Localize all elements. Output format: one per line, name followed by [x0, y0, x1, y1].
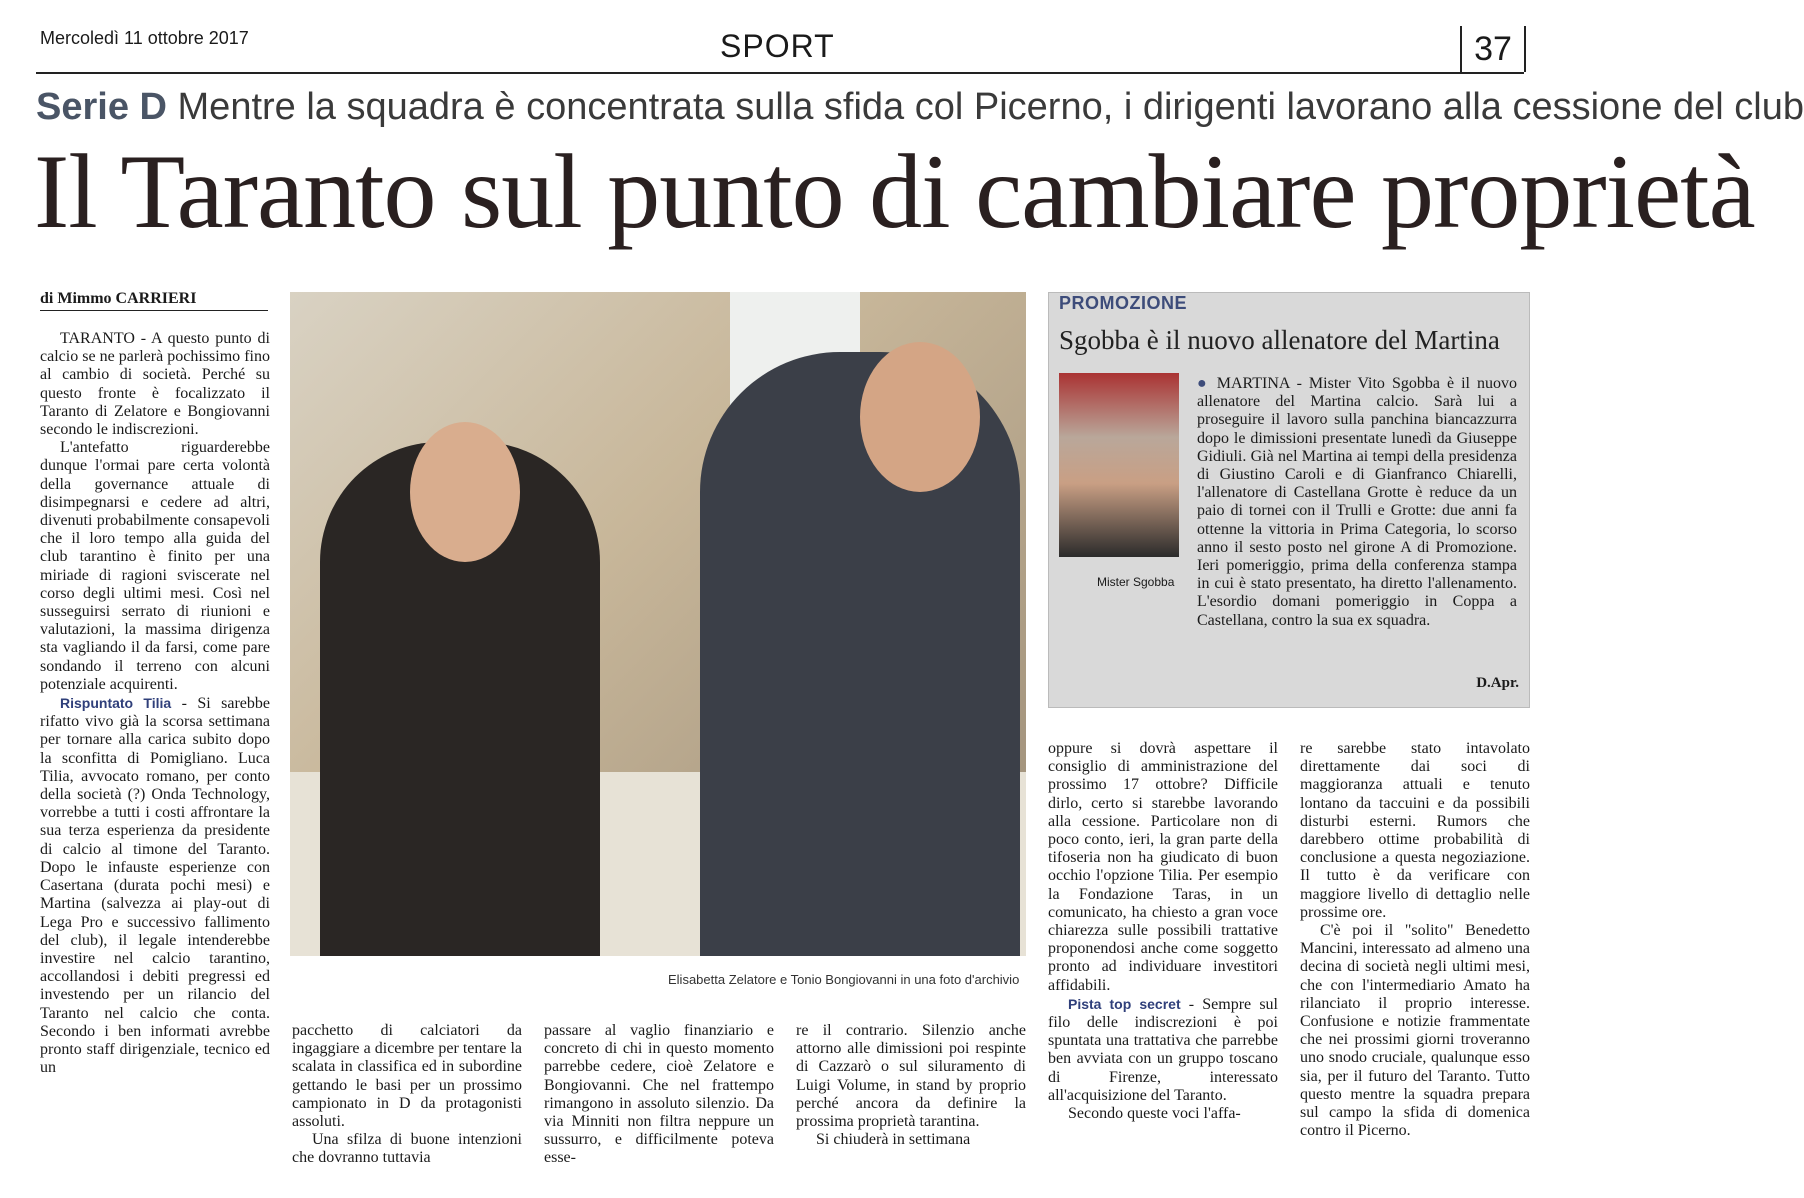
- portrait-photo: [1059, 373, 1179, 557]
- kicker: [36, 86, 1804, 129]
- subheading: Rispuntato Tilia: [60, 695, 172, 712]
- paragraph: re sarebbe stato intavolato direttamente dai soci di maggioranza attuali e tenuto lontano da taccuini e da possibili disturbi esterni. Rumors che darebbero ottime probabilità di conclusione a questa negoziazione. Il tutto è da verificare con maggiore livello di dettaglio nelle prossime ore.: [1300, 740, 1530, 921]
- kicker-text: Mentre la squadra è concentrata sulla sfida col Picerno, i dirigenti lavorano alla cessione del club: [177, 86, 1804, 128]
- paragraph: TARANTO - A questo punto di calcio se ne parlerà pochissimo fino al cambio di società. Perché su questo fronte è focalizzato il Taranto di Zelatore e Bongiovanni secondo le indiscrezioni.: [40, 330, 270, 439]
- photo-face: [410, 422, 520, 562]
- article-column-3: [544, 1022, 774, 1168]
- paragraph: passare al vaglio finanziario e concreto di chi in questo momento parrebbe cedere, cioè Zelatore e Bongiovanni. Che nel frattempo rimangono in assoluto silenzio. Da via Minniti non filtra neppure un sussurro, e difficilmente poteva esse-: [544, 1022, 774, 1167]
- sidebar-signature: D.Apr.: [1476, 675, 1519, 691]
- sidebar-text: [1197, 375, 1517, 630]
- paragraph: oppure si dovrà aspettare il consiglio di amministrazione del prossimo 17 ottobre? Difficile dirlo, certo si starebbe lavorando alla cessione. Particolare non di poco conto, ieri, la gran parte della tifoseria non ha giudicato di buon occhio l'opzione Tilia. Per esempio la Fondazione Taras, in un comunicato, ha chiesto a gran voce chiarezza sulle possibili trattative proponendosi anche come soggetto pronto ad individuare investitori affidabili.: [1048, 740, 1278, 994]
- sidebar-box: [1048, 292, 1530, 708]
- header-rule: [36, 72, 1524, 74]
- paragraph: re il contrario. Silenzio anche attorno alle dimissioni poi respinte di Cazzarò o sul siluramento di Luigi Volume, in stand by proprio perché ancora da definire la prossima proprietà tarantina.: [796, 1022, 1026, 1131]
- kicker-tag: Serie D: [36, 86, 167, 128]
- article-column-5: [1048, 740, 1278, 1123]
- article-column-4: [796, 1022, 1026, 1149]
- paragraph-text: - Si sarebbe rifatto vivo già la scorsa settimana per tornare alla carica subito dopo la sconfitta di Pomigliano. Luca Tilia, avvocato romano, per conto della società (?) Onda Technology, vorrebbe a tutti i costi affrontare la sua terza esperienza da presidente di calcio al timone del Taranto. Dopo le infauste esperienze con Casertana (durata pochi mesi) e Martina (salvezza ai play-out di Lega Pro e successivo fallimento del club), il legale intenderebbe investire nel calcio tarantino, accollandosi i debiti pregressi ed investendo per un rilancio del Taranto nel calcio che conta. Secondo i ben informati avrebbe pronto staff dirigenziale, tecnico ed un: [40, 695, 271, 1077]
- section-name: SPORT: [720, 28, 835, 64]
- portrait-caption: Mister Sgobba: [1097, 575, 1175, 589]
- headline: Il Taranto sul punto di cambiare proprietà: [34, 133, 1755, 250]
- paragraph: [40, 694, 270, 1077]
- paragraph: pacchetto di calciatori da ingaggiare a dicembre per tentare la scalata in classifica ed in subordine gettando le basi per un prossimo campionato in D da protagonisti assoluti.: [292, 1022, 522, 1131]
- article-photo: [290, 292, 1026, 956]
- paragraph: Secondo queste voci l'affa-: [1068, 1105, 1241, 1123]
- paragraph-text: - Sempre sul filo delle indiscrezioni è poi spuntata una trattativa che parrebbe ben avviata con un gruppo toscano di Firenze, interessato all'acquisizione del Taranto.: [1048, 995, 1278, 1104]
- sidebar-label: PROMOZIONE: [1059, 293, 1188, 313]
- photo-face: [860, 342, 980, 492]
- issue-date: Mercoledì 11 ottobre 2017: [40, 28, 249, 48]
- article-column-1: [40, 330, 270, 1077]
- article-column-6: [1300, 740, 1530, 1140]
- byline: di Mimmo CARRIERI: [40, 290, 268, 311]
- sidebar-text-body: MARTINA - Mister Vito Sgobba è il nuovo allenatore del Martina calcio. Sarà lui a proseguire il lavoro sulla panchina biancazzurra dopo le dimissioni presentate lunedì da Giuseppe Gidiuli. Già nel Martina ai tempi della presidenza di Giustino Caroli e di Gianfranco Chiarelli, l'allenatore di Castellana Grotte è reduce da un paio di tornei con il Trulli e Grotte: due anni fa ottenne la vittoria in Prima Categoria, lo scorso anno il sesto posto nel girone A di Promozione. Ieri pomeriggio, prima della conferenza stampa in cui è stato presentato, ha diretto l'allenamento. L'esordio domani pomeriggio in Coppa a Castellana, contro la sua ex squadra.: [1197, 375, 1518, 629]
- article-column-2: [292, 1022, 522, 1168]
- sidebar-title: Sgobba è il nuovo allenatore del Martina: [1059, 325, 1500, 355]
- paragraph: L'antefatto riguarderebbe dunque l'ormai pare certa volontà della governance attuale di disimpegnarsi e cedere ad altri, divenuti probabilmente consapevoli che il loro tempo alla guida del club tarantino è finito per una miriade di ragioni sviscerate nel corso degli ultimi mesi. Così nel susseguirsi serrato di riunioni e valutazioni, la massima dirigenza sta vagliando il da farsi, come pare sondando il terreno con alcuni potenziale acquirenti.: [40, 439, 270, 693]
- subheading: Pista top secret: [1068, 995, 1181, 1012]
- page-number: 37: [1460, 26, 1526, 72]
- photo-caption: Elisabetta Zelatore e Tonio Bongiovanni in una foto d'archivio: [668, 972, 1020, 987]
- bullet-icon: ●: [1197, 375, 1210, 392]
- paragraph: Una sfilza di buone intenzioni che dovranno tuttavia: [292, 1131, 522, 1167]
- paragraph: [1048, 995, 1278, 1105]
- paragraph: C'è poi il "solito" Benedetto Mancini, interessato ad almeno una decina di società negli ultimi mesi, che con l'intermediario Amato ha rilanciato il proprio interesse. Confusione e notizie frammentate che nei prossimi giorni troveranno uno snodo cruciale, qualunque esso sia, per il futuro del Taranto. Tutto questo mentre la squadra prepara sul campo la sfida di domenica contro il Picerno.: [1300, 922, 1530, 1140]
- paragraph: Si chiuderà in settimana: [816, 1131, 971, 1149]
